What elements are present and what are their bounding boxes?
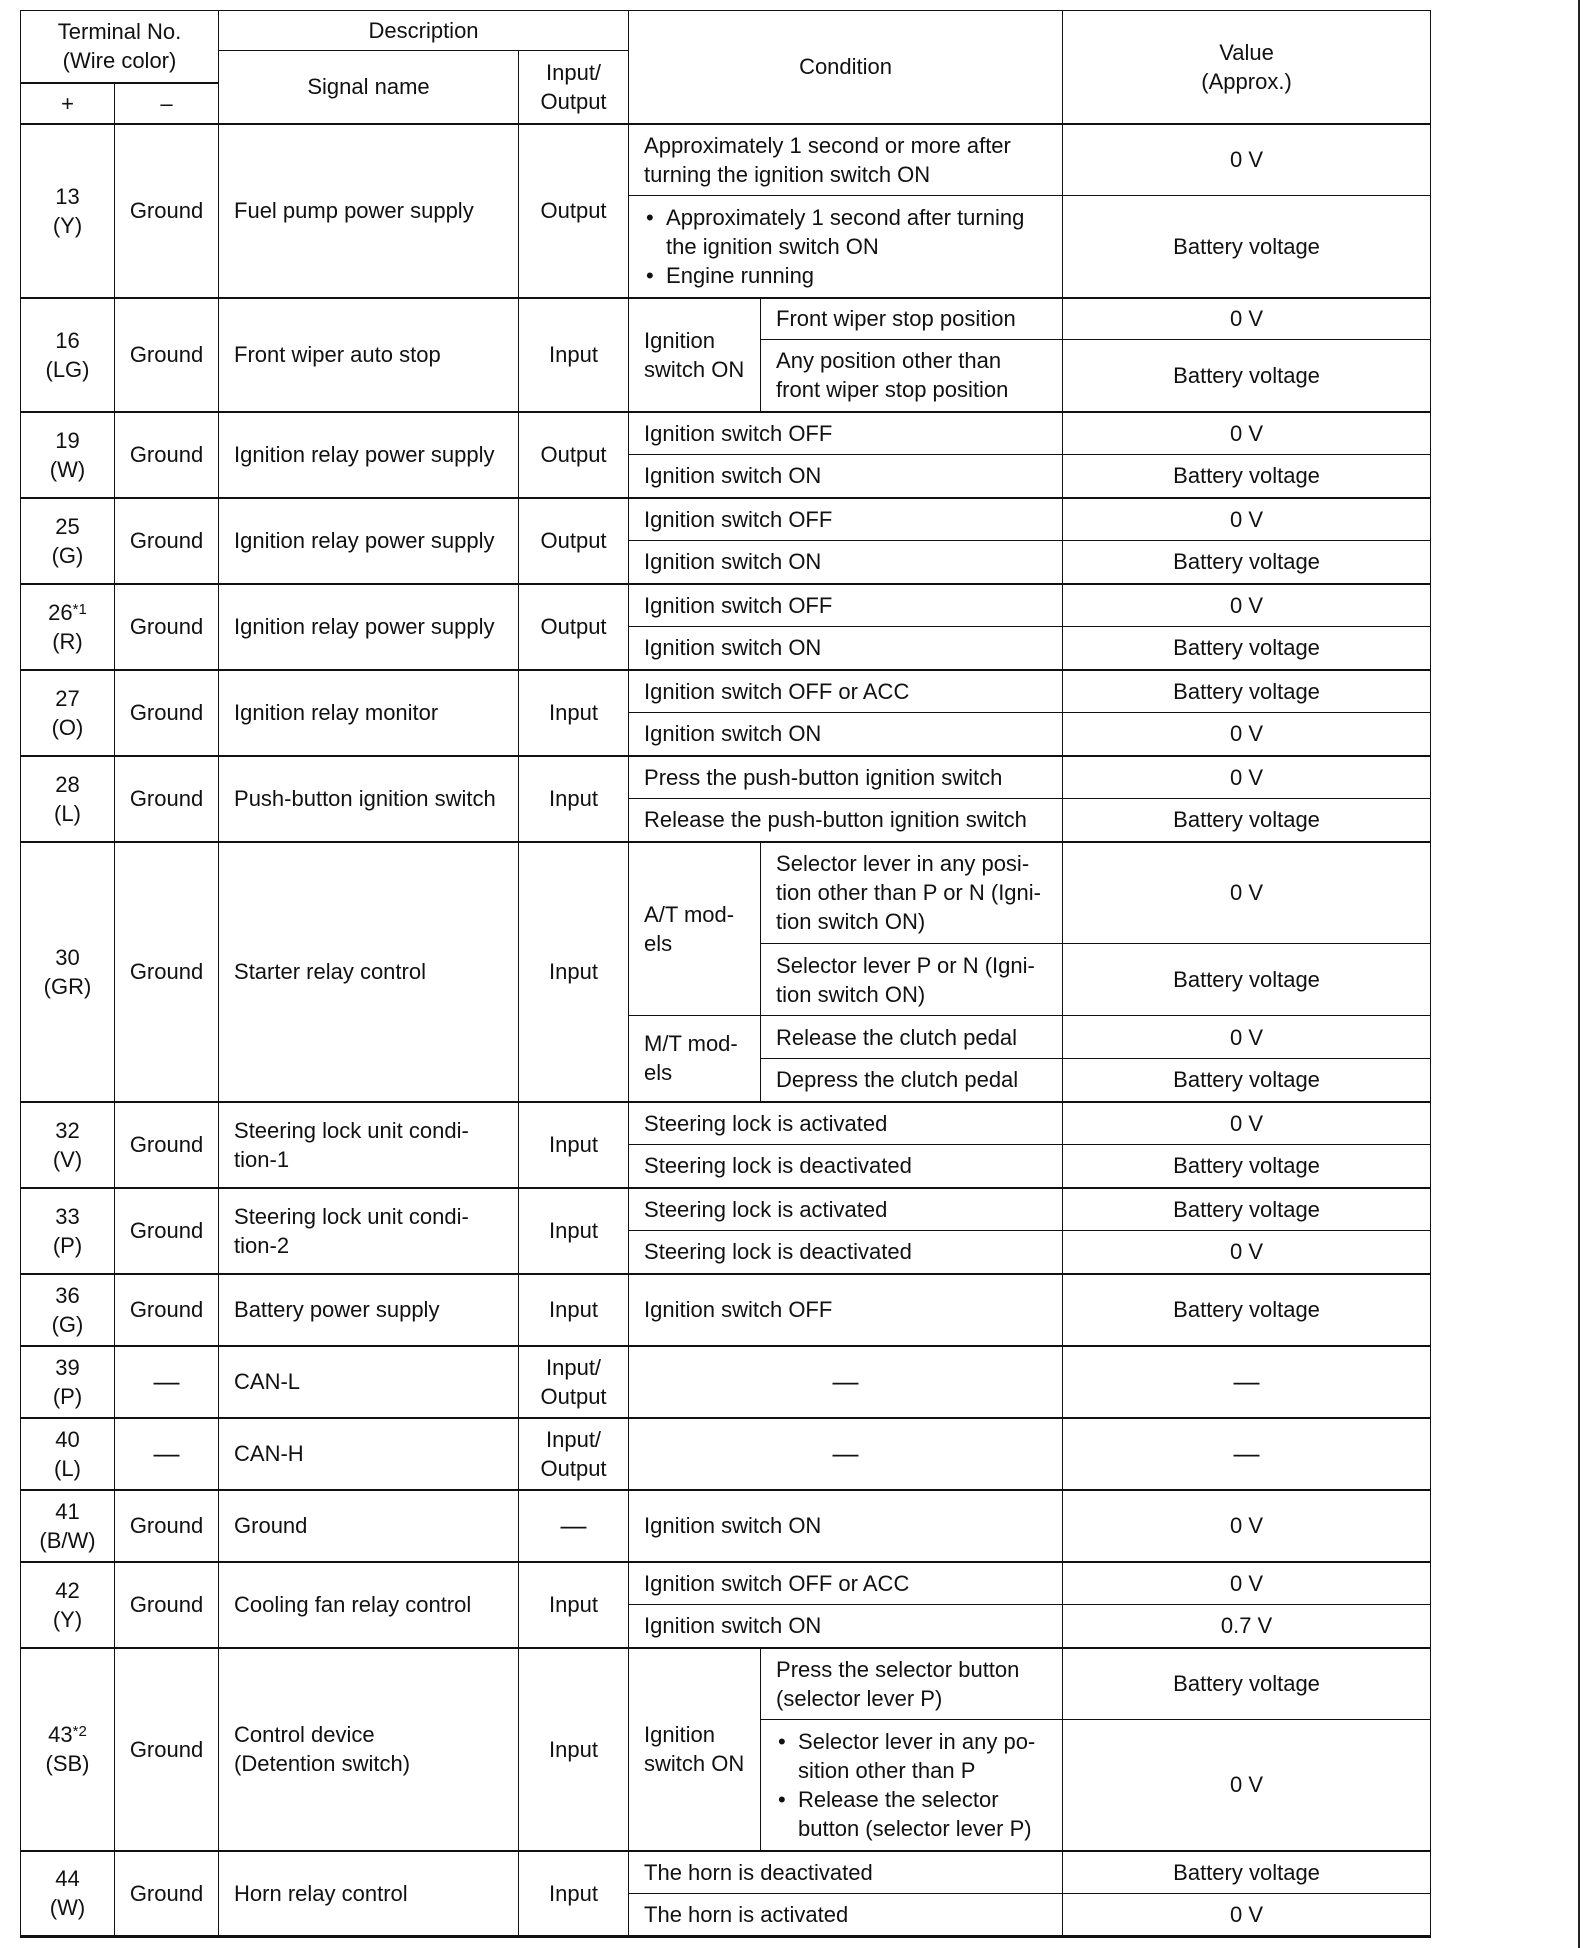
header-minus: – (115, 83, 219, 124)
condition-group: Ignition switch ON (629, 1648, 761, 1851)
signal-name: Starter relay control (219, 842, 519, 1102)
io-type: — (519, 1490, 629, 1562)
io-type: Input (519, 1102, 629, 1188)
condition-bullet: • Engine running (644, 261, 1050, 290)
terminal-minus: Ground (115, 842, 219, 1102)
condition: Front wiper stop position (761, 298, 1063, 340)
terminal-minus: Ground (115, 298, 219, 412)
value: Battery voltage (1063, 799, 1431, 842)
condition (761, 1720, 1063, 1851)
condition: Release the push-button ignition switch (629, 799, 1063, 842)
condition: Ignition switch OFF (629, 498, 1063, 541)
condition-group: Ignition switch ON (629, 298, 761, 412)
io-type: Output (519, 584, 629, 670)
io-type: Input (519, 842, 629, 1102)
value: 0 V (1063, 756, 1431, 799)
terminal-number: 27 (O) (21, 670, 115, 756)
value: 0 V (1063, 412, 1431, 455)
signal-name: CAN-L (219, 1346, 519, 1418)
table-row (21, 498, 1431, 541)
condition: Selector lever in any posi- tion other than P or N (Igni- tion switch ON) (761, 842, 1063, 944)
terminal-minus: Ground (115, 1188, 219, 1274)
condition: The horn is activated (629, 1894, 1063, 1937)
io-type: Input (519, 298, 629, 412)
value: 0 V (1063, 584, 1431, 627)
terminal-number: 13 (Y) (21, 124, 115, 298)
condition: Steering lock is deactivated (629, 1231, 1063, 1274)
value: 0 V (1063, 1562, 1431, 1605)
io-type: Input (519, 670, 629, 756)
condition: Ignition switch OFF or ACC (629, 1562, 1063, 1605)
footnote-marker: *1 (72, 600, 87, 618)
header-terminal: Terminal No. (Wire color) (21, 11, 219, 83)
header-condition: Condition (629, 11, 1063, 124)
value: Battery voltage (1063, 340, 1431, 412)
header-signal-name: Signal name (219, 51, 519, 124)
condition: — (629, 1418, 1063, 1490)
signal-name: Ignition relay power supply (219, 412, 519, 498)
value: Battery voltage (1063, 1145, 1431, 1188)
terminal-minus: Ground (115, 1562, 219, 1648)
header-io: Input/ Output (519, 51, 629, 124)
signal-name: Battery power supply (219, 1274, 519, 1346)
io-type: Output (519, 412, 629, 498)
condition: Ignition switch ON (629, 713, 1063, 756)
header-description: Description (219, 11, 629, 51)
terminal-minus: — (115, 1346, 219, 1418)
io-type: Input (519, 1188, 629, 1274)
condition: Ignition switch OFF (629, 584, 1063, 627)
terminal-number: 33 (P) (21, 1188, 115, 1274)
condition-group: A/T mod- els (629, 842, 761, 1016)
table-row (21, 1562, 1431, 1605)
io-type: Output (519, 124, 629, 298)
condition: Ignition switch ON (629, 1605, 1063, 1648)
value: 0 V (1063, 1102, 1431, 1145)
footnote-marker: *2 (72, 1723, 87, 1740)
terminal-minus: Ground (115, 412, 219, 498)
terminal-minus: Ground (115, 498, 219, 584)
table-row (21, 1346, 1431, 1418)
signal-name: Ignition relay monitor (219, 670, 519, 756)
value: 0 V (1063, 1231, 1431, 1274)
terminal-minus: — (115, 1418, 219, 1490)
condition: Press the push-button ignition switch (629, 756, 1063, 799)
value: 0.7 V (1063, 1605, 1431, 1648)
value: Battery voltage (1063, 541, 1431, 584)
terminal-number: 25 (G) (21, 498, 115, 584)
table-row (21, 842, 1431, 944)
terminal-number: 40 (L) (21, 1418, 115, 1490)
terminal-minus: Ground (115, 670, 219, 756)
condition: Steering lock is activated (629, 1188, 1063, 1231)
value: 0 V (1063, 1720, 1431, 1851)
condition: Press the selector button (selector lever P) (761, 1648, 1063, 1720)
io-type: Input (519, 1274, 629, 1346)
condition-bullet: • Release the selector button (selector lever P) (776, 1785, 1050, 1843)
table-row (21, 1418, 1431, 1490)
value: 0 V (1063, 1490, 1431, 1562)
condition: Ignition switch ON (629, 541, 1063, 584)
condition: Steering lock is deactivated (629, 1145, 1063, 1188)
table-row (21, 584, 1431, 627)
terminal-minus: Ground (115, 1274, 219, 1346)
terminal-minus: Ground (115, 1102, 219, 1188)
signal-name: Steering lock unit condi- tion-2 (219, 1188, 519, 1274)
page-right-border (1578, 0, 1580, 1948)
signal-name: Ignition relay power supply (219, 498, 519, 584)
value: Battery voltage (1063, 1059, 1431, 1102)
value: 0 V (1063, 1894, 1431, 1937)
io-type: Input (519, 1851, 629, 1937)
signal-name: Control device (Detention switch) (219, 1648, 519, 1851)
condition: Ignition switch ON (629, 1490, 1063, 1562)
terminal-number: 28 (L) (21, 756, 115, 842)
terminal-minus: Ground (115, 1648, 219, 1851)
condition: Ignition switch OFF (629, 1274, 1063, 1346)
terminal-table-container (20, 10, 1430, 1938)
condition-bullet: • Approximately 1 second after turning the ignition switch ON (644, 203, 1050, 261)
value: Battery voltage (1063, 627, 1431, 670)
value: 0 V (1063, 1016, 1431, 1059)
signal-name: Cooling fan relay control (219, 1562, 519, 1648)
condition-group: M/T mod- els (629, 1016, 761, 1102)
table-row (21, 1490, 1431, 1562)
table-row (21, 1274, 1431, 1346)
condition: Release the clutch pedal (761, 1016, 1063, 1059)
terminal-number: 30 (GR) (21, 842, 115, 1102)
terminal-number: 16 (LG) (21, 298, 115, 412)
table-row (21, 1188, 1431, 1231)
table-row (21, 670, 1431, 713)
value: — (1063, 1418, 1431, 1490)
value: Battery voltage (1063, 1274, 1431, 1346)
condition: The horn is deactivated (629, 1851, 1063, 1894)
header-value: Value (Approx.) (1063, 11, 1431, 124)
condition: Approximately 1 second or more after turning the ignition switch ON (629, 124, 1063, 196)
value: Battery voltage (1063, 1851, 1431, 1894)
value: 0 V (1063, 498, 1431, 541)
table-row (21, 1102, 1431, 1145)
terminal-number: 42 (Y) (21, 1562, 115, 1648)
terminal-reference-table (20, 10, 1431, 1938)
table-row (21, 124, 1431, 196)
signal-name: Push-button ignition switch (219, 756, 519, 842)
terminal-minus: Ground (115, 1490, 219, 1562)
condition: Selector lever P or N (Igni- tion switch ON) (761, 944, 1063, 1016)
table-row (21, 1851, 1431, 1894)
condition: Ignition switch ON (629, 627, 1063, 670)
terminal-number: 44 (W) (21, 1851, 115, 1937)
signal-name: Front wiper auto stop (219, 298, 519, 412)
table-row (21, 298, 1431, 340)
value: Battery voltage (1063, 1648, 1431, 1720)
terminal-number: 43$^{*2}$ (SB) (21, 1648, 115, 1851)
table-row (21, 1648, 1431, 1720)
terminal-number: 19 (W) (21, 412, 115, 498)
io-type: Output (519, 498, 629, 584)
value: 0 V (1063, 842, 1431, 944)
condition: Depress the clutch pedal (761, 1059, 1063, 1102)
terminal-number: 41 (B/W) (21, 1490, 115, 1562)
io-type: Input/ Output (519, 1418, 629, 1490)
condition: Ignition switch OFF (629, 412, 1063, 455)
value: Battery voltage (1063, 196, 1431, 298)
condition (629, 196, 1063, 298)
terminal-number: 26$^{*1}$ (R) (21, 584, 115, 670)
condition: Steering lock is activated (629, 1102, 1063, 1145)
table-row (21, 412, 1431, 455)
header-plus: + (21, 83, 115, 124)
terminal-minus: Ground (115, 756, 219, 842)
signal-name: Horn relay control (219, 1851, 519, 1937)
signal-name: Ignition relay power supply (219, 584, 519, 670)
value: Battery voltage (1063, 1188, 1431, 1231)
io-type: Input/ Output (519, 1346, 629, 1418)
terminal-minus: Ground (115, 1851, 219, 1937)
terminal-number: 39 (P) (21, 1346, 115, 1418)
value: — (1063, 1346, 1431, 1418)
condition: Ignition switch OFF or ACC (629, 670, 1063, 713)
value: 0 V (1063, 124, 1431, 196)
value: Battery voltage (1063, 944, 1431, 1016)
value: 0 V (1063, 713, 1431, 756)
terminal-number: 32 (V) (21, 1102, 115, 1188)
header-row-1 (21, 11, 1431, 51)
io-type: Input (519, 1648, 629, 1851)
condition: Any position other than front wiper stop position (761, 340, 1063, 412)
value: 0 V (1063, 298, 1431, 340)
value: Battery voltage (1063, 670, 1431, 713)
signal-name: CAN-H (219, 1418, 519, 1490)
condition: Ignition switch ON (629, 455, 1063, 498)
condition: — (629, 1346, 1063, 1418)
terminal-minus: Ground (115, 584, 219, 670)
signal-name: Ground (219, 1490, 519, 1562)
terminal-minus: Ground (115, 124, 219, 298)
condition-bullet: • Selector lever in any po- sition other than P (776, 1727, 1050, 1785)
io-type: Input (519, 1562, 629, 1648)
io-type: Input (519, 756, 629, 842)
value: Battery voltage (1063, 455, 1431, 498)
table-row (21, 756, 1431, 799)
terminal-number: 36 (G) (21, 1274, 115, 1346)
signal-name: Fuel pump power supply (219, 124, 519, 298)
signal-name: Steering lock unit condi- tion-1 (219, 1102, 519, 1188)
